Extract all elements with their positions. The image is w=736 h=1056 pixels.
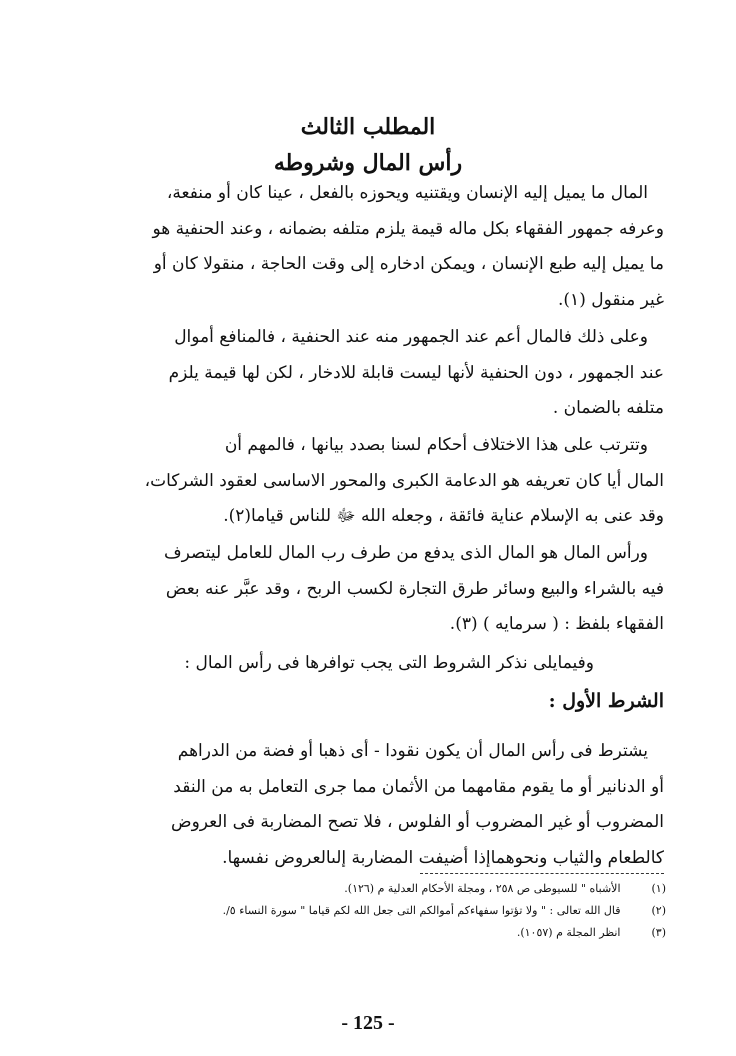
text-line: وتترتب على هذا الاختلاف أحكام لسنا بصدد بيانها ، فالمهم أن — [224, 435, 648, 455]
paragraph-first-condition — [78, 734, 664, 876]
footnote-text: الأشباه " للسيوطى ص ٢٥٨ ، ومجلة الأحكام العدلية م (١٢٦). — [344, 882, 621, 895]
text-line: وفيمايلى نذكر الشروط التى يجب توافرها فى رأس المال : — [184, 653, 594, 673]
text-line: يشترط فى رأس المال أن يكون نقودا - أى ذهبا أو فضة من الدراهم — [177, 741, 648, 761]
footnote — [150, 922, 666, 944]
paragraph-intro-conditions — [78, 646, 664, 682]
paragraph-importance — [78, 428, 664, 535]
text-line: المال أيا كان تعريفه هو الدعامة الكبرى والمحور الاساسى لعقود الشركات، — [144, 470, 664, 491]
text-line: وعلى ذلك فالمال أعم عند الجمهور منه عند الحنفية ، فالمنافع أموال — [174, 327, 648, 347]
text-line: ما يميل إليه طبع الإنسان ، ويمكن ادخاره إلى وقت الحاجة ، منقولا كان أو — [153, 254, 664, 274]
footnote-text: قال الله تعالى : " ولا تؤتوا سفهاءكم أموالكم التى جعل الله لكم قياما " سورة النساء ٥/. — [222, 904, 621, 917]
condition-heading: الشرط الأول : — [548, 690, 664, 712]
page-number: - 125 - — [341, 1012, 395, 1034]
paragraph-capital-definition — [78, 536, 664, 643]
section-title: رأس المال وشروطه — [273, 150, 463, 176]
section-heading: المطلب الثالث — [300, 114, 436, 140]
footnote-text: انظر المجلة م (١٠٥٧). — [516, 926, 621, 939]
paragraph-definition — [78, 176, 664, 318]
text-line: ورأس المال هو المال الذى يدفع من طرف رب المال للعامل ليتصرف — [164, 543, 648, 563]
footnote-number: (٢) — [651, 904, 666, 917]
footnote-separator — [420, 873, 664, 874]
footnote-number: (١) — [651, 882, 666, 895]
text-line: غير منقول (١). — [558, 289, 664, 310]
text-line: عند الجمهور ، دون الحنفية لأنها ليست قابلة للادخار ، لكن لها قيمة يلزم — [168, 362, 664, 383]
text-line: الفقهاء بلفظ : ( سرمايه ) (٣). — [449, 614, 664, 634]
text-line: فيه بالشراء والبيع وسائر طرق التجارة لكسب الربح ، وقد عبَّر عنه بعض — [165, 578, 664, 599]
footnote-number: (٣) — [651, 926, 666, 939]
footnote — [150, 900, 666, 922]
text-line: المضروب أو غير المضروب أو الفلوس ، فلا تصح المضاربة فى العروض — [171, 812, 664, 832]
text-line: المال ما يميل إليه الإنسان ويقتنيه ويحوزه بالفعل ، عينا كان أو منفعة، — [166, 183, 648, 203]
text-line: متلفه بالضمان . — [552, 398, 664, 418]
text-line: وقد عنى به الإسلام عناية فائقة ، وجعله الله ﷻ للناس قياما(٢). — [223, 506, 664, 526]
text-line: كالطعام والثياب ونحوهماإذا أضيفت المضاربة إلىالعروض نفسها. — [222, 847, 664, 868]
text-line: أو الدنانير أو ما يقوم مقامهما من الأثمان مما جرى التعامل به من النقد — [173, 776, 664, 797]
text-line: وعرفه جمهور الفقهاء بكل ماله قيمة يلزم متلفه بضمانه ، وعند الحنفية هو — [152, 218, 664, 239]
footnote — [150, 878, 666, 900]
paragraph-comparison — [78, 320, 664, 427]
